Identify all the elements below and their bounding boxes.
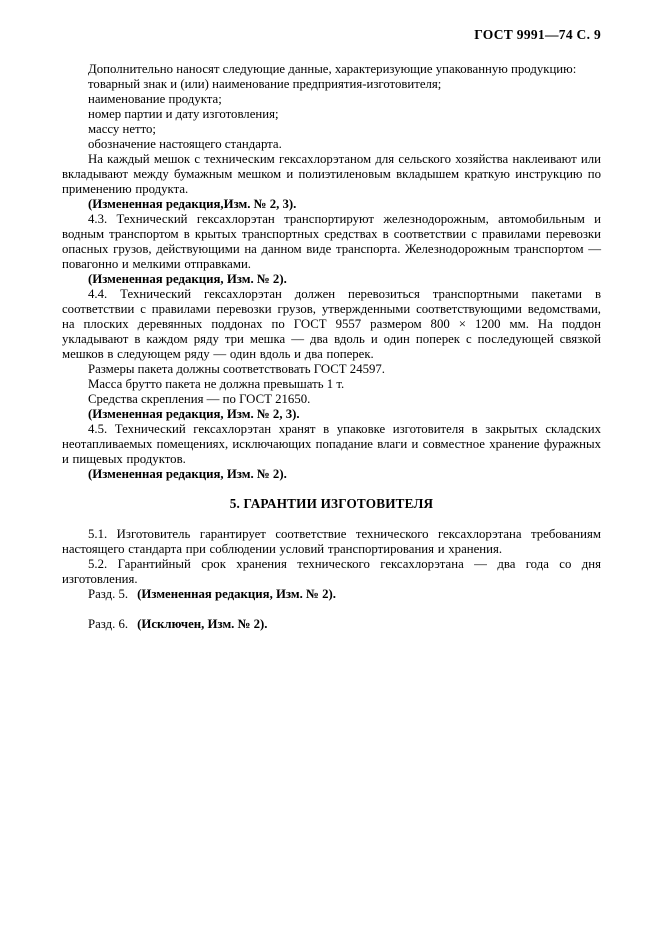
marking-intro-line: Дополнительно наносят следующие данные, характеризующие упакованную продукцию: <box>88 62 577 76</box>
line-fastening-means: Средства скрепления — по ГОСТ 21650. <box>88 392 311 406</box>
razd-5-note <box>88 587 601 602</box>
amendment-note-3: (Измененная редакция, Изм. № 2, 3). <box>88 407 300 421</box>
line-gross-mass: Масса брутто пакета не должна превышать 1 т. <box>88 377 345 391</box>
marking-list-item-product-name: наименование продукта; <box>88 92 222 106</box>
amendment-note-2: (Измененная редакция, Изм. № 2). <box>88 272 287 286</box>
marking-list-item-trademark: товарный знак и (или) наименование предприятия-изготовителя; <box>88 77 442 91</box>
razd-5-label: Разд. 5. <box>88 587 129 601</box>
paragraph-4-3-transport: 4.3. Технический гексахлорэтан транспортируют железнодорожным, автомобильным и водным транспортом в крытых транспортных средствах в соответствии с правилами перевозки опасных грузов, действующими на данном виде транспорта. Железнодорожным транспортом — повагонно и мелкими отправками. <box>62 212 601 271</box>
paragraph-4-4-pallets: 4.4. Технический гексахлорэтан должен перевозиться транспортными пакетами в соответствии с правилами перевозки грузов, утвержденными соответствующими ведомствами, на плоских деревянных поддонах по ГОСТ 9557 размером 800 × 1200 мм. На поддон укладывают в каждом ряду три мешка — два вдоль и один поперек с последующей связкой мешков в следующем ряду — один вдоль и два поперек. <box>62 287 601 361</box>
running-header-gost-number: ГОСТ 9991—74 С. 9 <box>474 27 601 42</box>
line-package-sizes: Размеры пакета должны соответствовать ГОСТ 24597. <box>88 362 385 376</box>
razd-5-amendment: (Измененная редакция, Изм. № 2). <box>137 587 336 601</box>
section-5-heading: 5. ГАРАНТИИ ИЗГОТОВИТЕЛЯ <box>229 496 434 511</box>
paragraph-4-5-storage: 4.5. Технический гексахлорэтан хранят в упаковке изготовителя в закрытых складских неотапливаемых помещениях, исключающих попадание влаги и совместное хранение фуражных и пищевых продуктов. <box>62 422 601 466</box>
marking-list-item-net-mass: массу нетто; <box>88 122 156 136</box>
paragraph-bag-instruction: На каждый мешок с техническим гексахлорэтаном для сельского хозяйства наклеивают или вкладывают между бумажным мешком и полиэтиленовым вкладышем краткую инструкцию по применению продукта. <box>62 152 601 196</box>
razd-6-label: Разд. 6. <box>88 617 129 631</box>
marking-list-item-batch-date: номер партии и дату изготовления; <box>88 107 279 121</box>
razd-6-amendment: (Исключен, Изм. № 2). <box>137 617 268 631</box>
amendment-note-4: (Измененная редакция, Изм. № 2). <box>88 467 287 481</box>
paragraph-5-2-shelf-life: 5.2. Гарантийный срок хранения технического гексахлорэтана — два года со дня изготовления. <box>62 557 601 586</box>
razd-6-note <box>88 617 601 632</box>
amendment-note-1: (Измененная редакция,Изм. № 2, 3). <box>88 197 297 211</box>
marking-list-item-standard-designation: обозначение настоящего стандарта. <box>88 137 282 151</box>
paragraph-5-1-guarantee: 5.1. Изготовитель гарантирует соответствие технического гексахлорэтана требованиям настоящего стандарта при соблюдении условий транспортирования и хранения. <box>62 527 601 556</box>
page-content <box>62 27 601 632</box>
